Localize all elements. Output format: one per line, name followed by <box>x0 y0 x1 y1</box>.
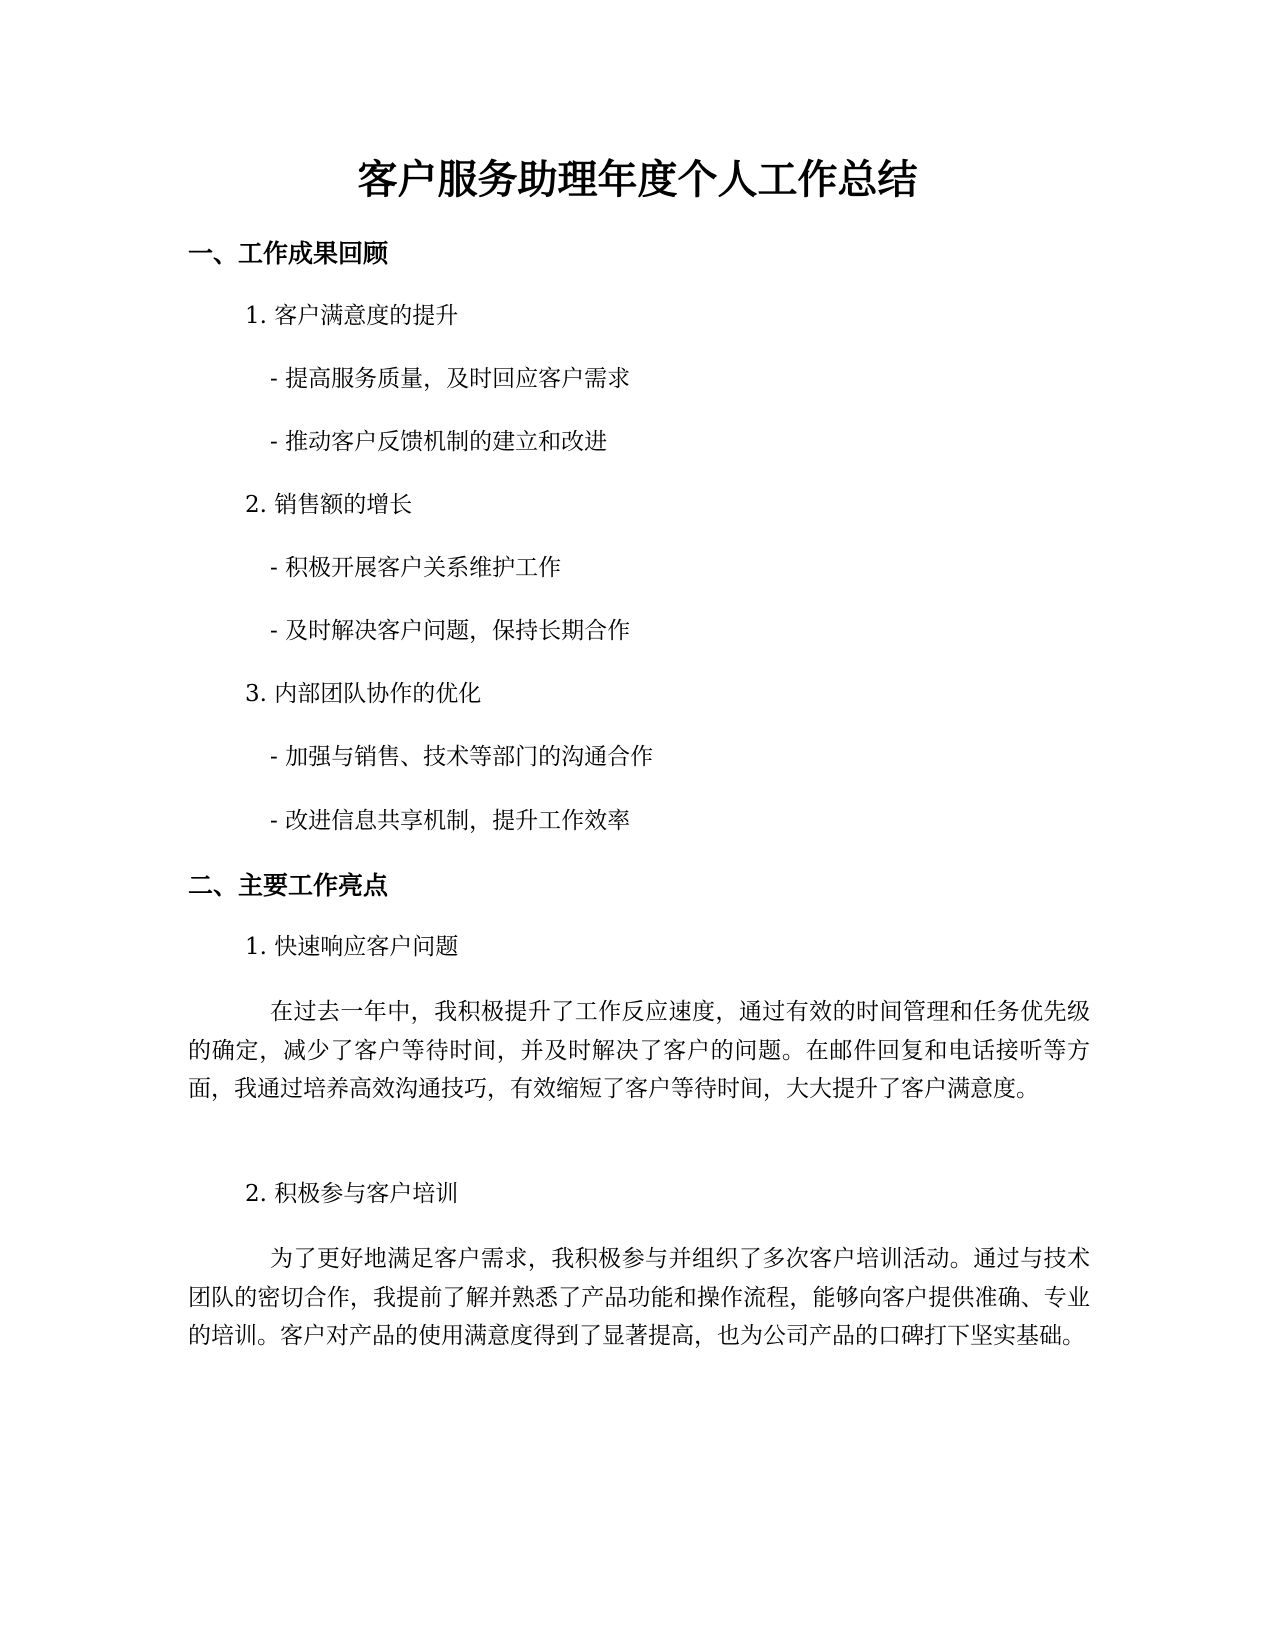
paragraph-2-2: 为了更好地满足客户需求，我积极参与并组织了多次客户培训活动。通过与技术团队的密切合作，我提前了解并熟悉了产品功能和操作流程，能够向客户提供准确、专业的培训。客户对产品的使用满意度得到了显著提高，也为公司产品的口碑打下坚实基础。 <box>188 1246 1090 1349</box>
list-item-1-3: 3. 内部团队协作的优化 <box>245 681 482 707</box>
list-item-2-2: 2. 积极参与客户培训 <box>245 1181 459 1207</box>
paragraph-2-1: 在过去一年中，我积极提升了工作反应速度，通过有效的时间管理和任务优先级的确定，减少了客户等待时间，并及时解决了客户的问题。在邮件回复和电话接听等方面，我通过培养高效沟通技巧，有效缩短了客户等待时间，大大提升了客户满意度。 <box>188 999 1090 1102</box>
bullet-1-3-1: - 加强与销售、技术等部门的沟通合作 <box>270 744 654 770</box>
bullet-1-2-2: - 及时解决客户问题，保持长期合作 <box>270 618 631 644</box>
document-title: 客户服务助理年度个人工作总结 <box>357 157 918 203</box>
list-item-1-2: 2. 销售额的增长 <box>245 492 413 518</box>
section-heading-2: 二、主要工作亮点 <box>188 871 389 900</box>
section-heading-1: 一、工作成果回顾 <box>188 239 389 268</box>
bullet-1-3-2: - 改进信息共享机制，提升工作效率 <box>270 808 631 834</box>
list-item-1-1: 1. 客户满意度的提升 <box>245 303 459 329</box>
bullet-1-1-1: - 提高服务质量，及时回应客户需求 <box>270 366 631 392</box>
bullet-1-1-2: - 推动客户反馈机制的建立和改进 <box>270 429 608 455</box>
bullet-1-2-1: - 积极开展客户关系维护工作 <box>270 555 562 581</box>
list-item-2-1: 1. 快速响应客户问题 <box>245 934 459 960</box>
